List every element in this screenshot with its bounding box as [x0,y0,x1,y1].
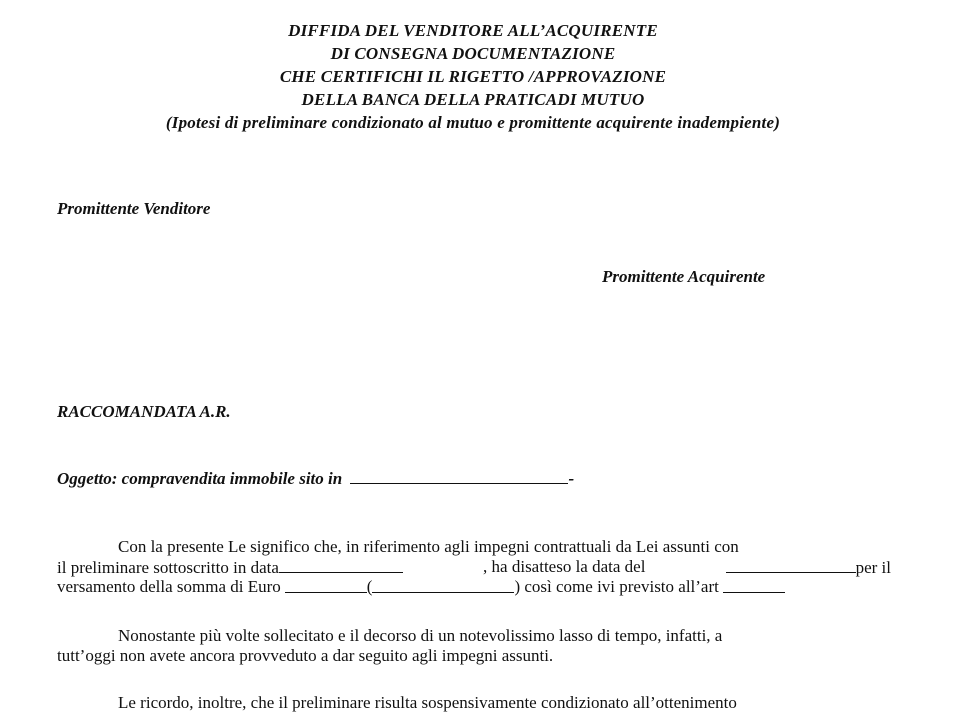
paragraph-1-line-3 [57,577,891,597]
importo-lettere-blank[interactable] [372,577,514,593]
p2-line2-text: tutt’oggi non avete ancora provveduto a dar seguito agli impegni assunti. [57,645,554,665]
articolo-blank[interactable] [723,577,785,593]
p1-data-del-label [483,557,645,578]
p1-disatteso-text: , ha disatteso la data del [483,556,646,576]
oggetto-tail: - [568,469,575,488]
promittente-venditore-label: Promittente Venditore [57,199,211,218]
paragraph-2 [57,626,891,665]
p1-data-label [57,557,403,578]
oggetto-line [57,468,574,489]
p1-line1-text: Con la presente Le significo che, in riferimento agli impegni contrattuali da Lei assunti con [118,537,739,556]
p1-per-il-text: per il [855,557,891,577]
p2-line1-text: Nonostante più volte sollecitato e il decorso di un notevolissimo lasso di tempo, infatti, a [118,626,723,645]
paragraph-3-line-1 [57,693,891,713]
oggetto-location-blank[interactable] [350,468,568,484]
title-line-1: DIFFIDA DEL VENDITORE ALL’ACQUIRENTE [288,21,658,40]
title-line-2: DI CONSEGNA DOCUMENTAZIONE [330,44,616,63]
paragraph-3 [57,693,891,713]
raccomandata-label: RACCOMANDATA A.R. [57,402,231,421]
title-line-4: DELLA BANCA DELLA PRATICADI MUTUO [301,90,645,109]
paragraph-1-line-2 [57,557,891,578]
p1-sottoscritto-text: il preliminare sottoscritto in data [57,557,279,577]
data-preliminare-blank[interactable] [279,557,403,573]
p1-per-il [726,557,891,578]
p1-versamento-text: versamento della somma di Euro [57,577,281,596]
p1-open-paren: ( [366,577,373,596]
p1-previsto-text: ) così come ivi previsto all’art [514,577,719,596]
importo-numero-blank[interactable] [285,577,367,593]
promittente-acquirente-label: Promittente Acquirente [602,267,766,286]
oggetto-label: Oggetto: compravendita immobile sito in [57,469,343,488]
p3-line1-text: Le ricordo, inoltre, che il preliminare risulta sospensivamente condizionato all’ottenimento [118,693,737,712]
paragraph-1 [57,537,891,597]
paragraph-2-line-2 [57,646,891,666]
title-line-3: CHE CERTIFICHI IL RIGETTO /APPROVAZIONE [279,67,667,86]
document-title [0,19,946,134]
data-scadenza-blank[interactable] [726,557,856,573]
title-subtitle: (Ipotesi di preliminare condizionato al mutuo e promittente acquirente inadempiente) [165,113,781,132]
paragraph-2-line-1 [57,626,891,646]
paragraph-1-line-1 [57,537,891,557]
